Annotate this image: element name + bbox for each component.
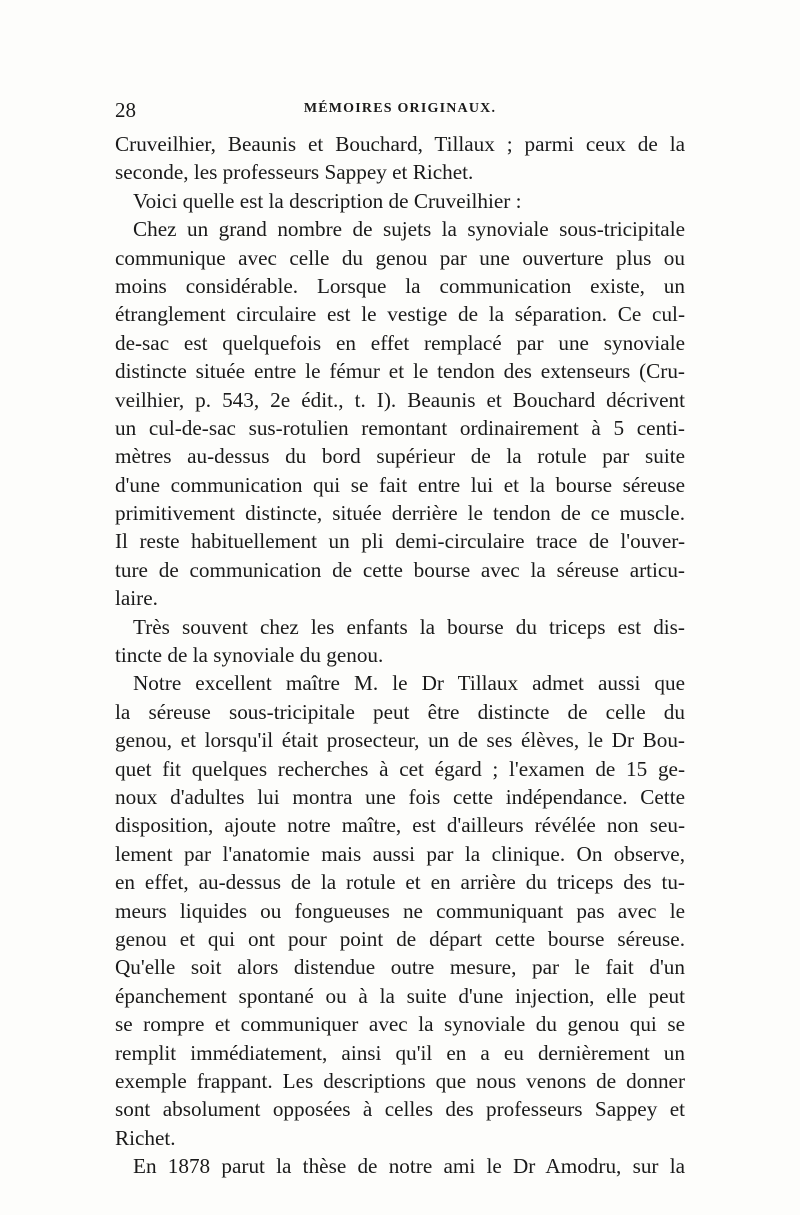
text-line: noux d'adultes lui montra une fois cette indépendance. Cette (115, 784, 685, 809)
text-line: un cul-de-sac sus-rotulien remontant ordinairement à 5 centi- (115, 415, 685, 440)
text-line: Cruveilhier, Beaunis et Bouchard, Tillaux ; parmi ceux de la (115, 132, 685, 156)
text-line: En 1878 parut la thèse de notre ami le Dr Amodru, sur la (133, 1154, 685, 1179)
text-line: exemple frappant. Les descriptions que nous venons de donner (115, 1068, 685, 1093)
text-line: genou et qui ont pour point de départ cette bourse séreuse. (115, 926, 685, 951)
text-line: Voici quelle est la description de Cruveilhier : (133, 188, 522, 213)
text-line: se rompre et communiquer avec la synoviale du genou qui se (115, 1012, 685, 1037)
text-line: quet fit quelques recherches à cet égard ; l'examen de 15 ge- (115, 756, 685, 781)
text-line: seconde, les professeurs Sappey et Richet. (115, 160, 474, 185)
text-line: tincte de la synoviale du genou. (115, 643, 384, 668)
text-line: étranglement circulaire est le vestige de la séparation. Ce cul- (115, 302, 685, 327)
text-line: épanchement spontané ou à la suite d'une injection, elle peut (115, 983, 685, 1008)
text-line: lement par l'anatomie mais aussi par la clinique. On observe, (115, 841, 685, 866)
text-line: distincte située entre le fémur et le tendon des extenseurs (Cru- (115, 359, 685, 384)
text-line: ture de communication de cette bourse avec la séreuse articu- (115, 557, 685, 582)
page-header (115, 98, 685, 124)
text-line: remplit immédiatement, ainsi qu'il en a eu dernièrement un (115, 1040, 685, 1065)
text-line: primitivement distincte, située derrière le tendon de ce muscle. (115, 501, 685, 526)
text-line: sont absolument opposées à celles des professeurs Sappey et (115, 1097, 685, 1122)
running-head: MÉMOIRES ORIGINAUX. (303, 101, 497, 116)
text-line: veilhier, p. 543, 2e édit., t. I). Beaunis et Bouchard décrivent (115, 387, 685, 412)
text-line: d'une communication qui se fait entre lui et la bourse séreuse (115, 472, 685, 497)
text-line: Chez un grand nombre de sujets la synoviale sous-tricipitale (133, 217, 685, 242)
text-line: Très souvent chez les enfants la bourse du triceps est dis- (133, 614, 685, 639)
text-line: de-sac est quelquefois en effet remplacé par une synoviale (115, 330, 685, 355)
text-line: disposition, ajoute notre maître, est d'ailleurs révélée non seu- (115, 813, 685, 838)
text-line: communique avec celle du genou par une ouverture plus ou (115, 245, 685, 270)
text-line: Richet. (115, 1125, 176, 1150)
text-line: Qu'elle soit alors distendue outre mesure, par le fait d'un (115, 955, 685, 980)
body-text (115, 130, 685, 1180)
text-line: laire. (115, 586, 158, 611)
text-line: la séreuse sous-tricipitale peut être distincte de celle du (115, 699, 685, 724)
text-line: meurs liquides ou fongueuses ne communiquant pas avec le (115, 898, 685, 923)
text-line: en effet, au-dessus de la rotule et en arrière du triceps des tu- (115, 870, 685, 895)
text-line: genou, et lorsqu'il était prosecteur, un de ses élèves, le Dr Bou- (115, 728, 685, 753)
text-line: moins considérable. Lorsque la communication existe, un (115, 273, 685, 298)
text-line: Notre excellent maître M. le Dr Tillaux admet aussi que (133, 671, 685, 696)
text-line: mètres au-dessus du bord supérieur de la rotule par suite (115, 444, 685, 469)
page-number: 28 (115, 98, 136, 122)
text-line: Il reste habituellement un pli demi-circulaire trace de l'ouver- (115, 529, 685, 554)
